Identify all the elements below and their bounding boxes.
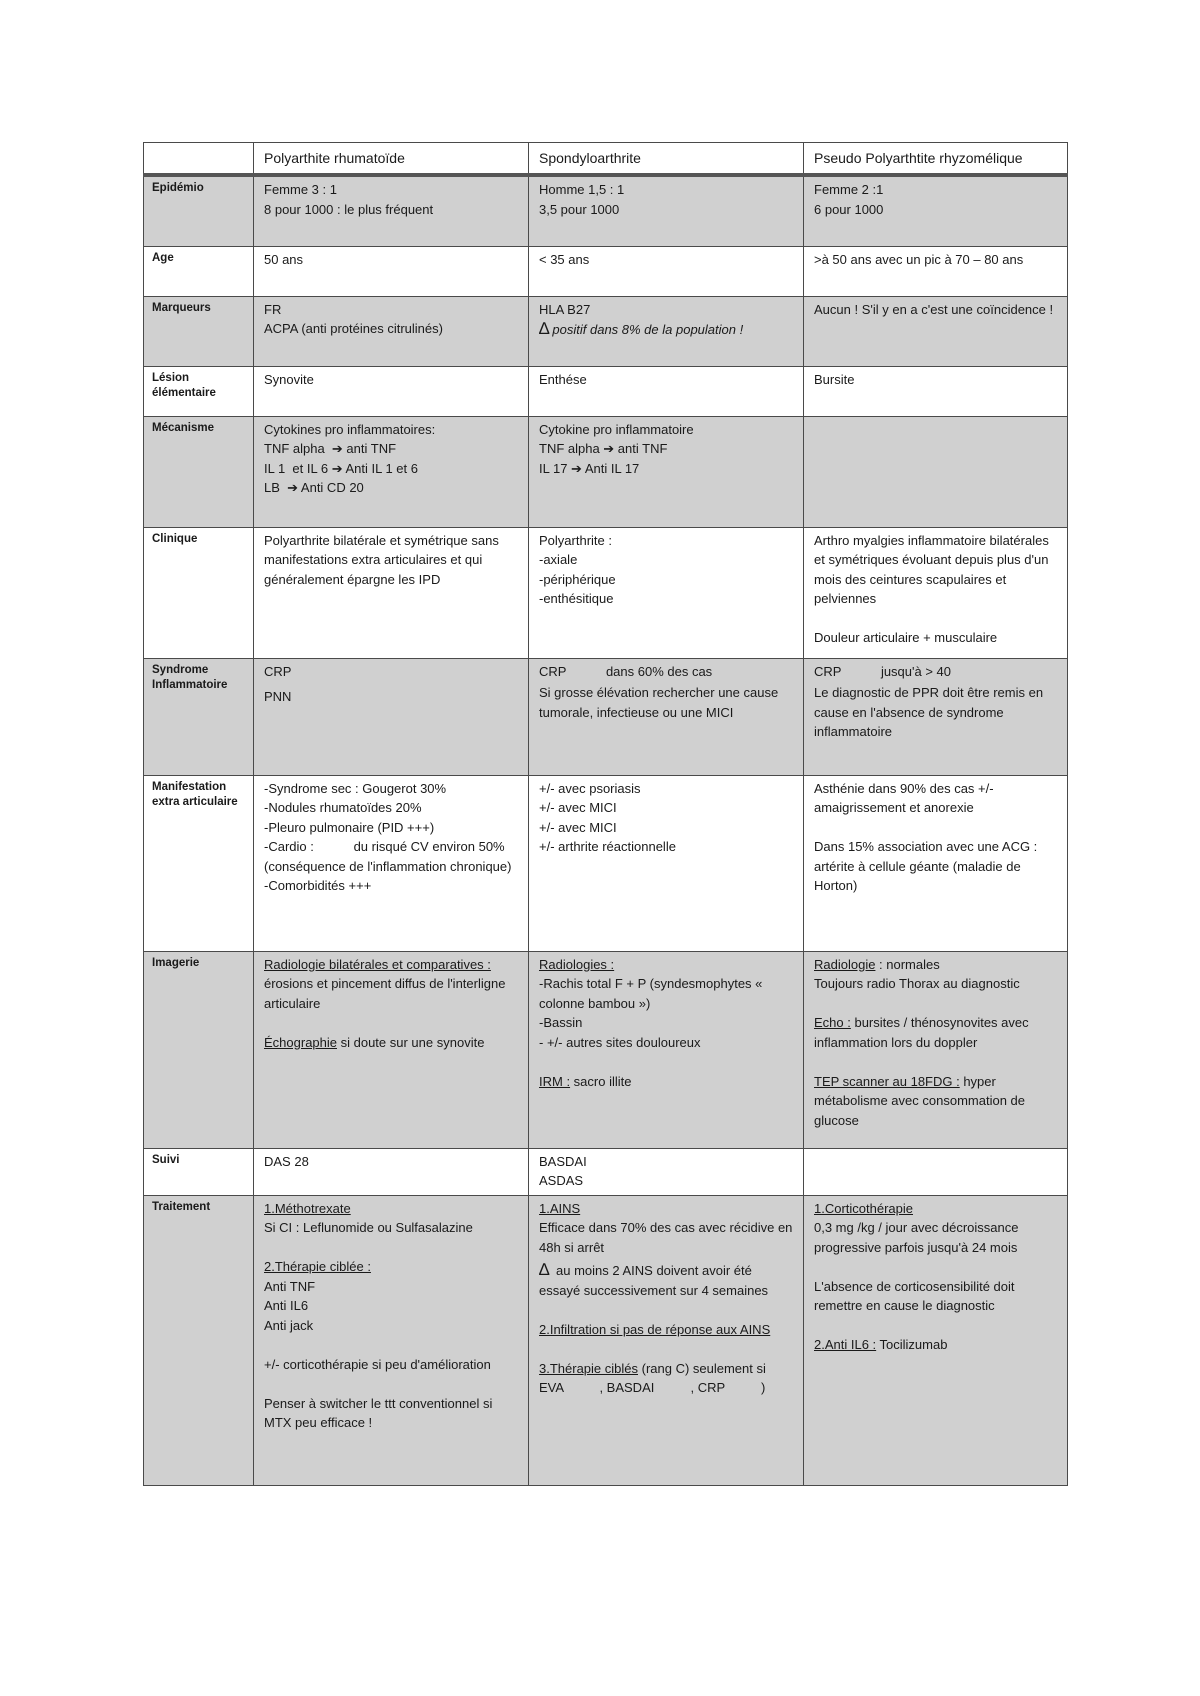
header-row — [144, 143, 1068, 176]
cell-text: Le diagnostic de PPR doit être remis en cause en l'absence de syndrome inflammatoire — [814, 685, 1047, 739]
cell-text: +/- corticothérapie si peu d'amélioration — [264, 1356, 491, 1372]
cell-ppr — [804, 246, 1068, 296]
cell-ppr — [804, 416, 1068, 527]
cell-text: Arthro myalgies inflammatoire bilatérales et symétriques évoluant depuis plus d'un mois des ceintures scapulaires et pelviennes — [814, 532, 1053, 606]
cell-heading: 2.Thérapie ciblée : — [264, 1259, 371, 1274]
cell-text: +/- avec MICI — [539, 800, 617, 815]
cell-text: sacro illite — [570, 1073, 632, 1089]
cell-pr — [254, 951, 529, 1148]
cell-text: L'absence de corticosensibilité doit remettre en cause le diagnostic — [814, 1278, 1019, 1313]
cell-text: DAS 28 — [264, 1153, 309, 1169]
cell-text: Asthénie dans 90% des cas +/- amaigrissement et anorexie — [814, 780, 998, 815]
row-label: Syndrome Inflammatoire — [144, 658, 254, 775]
cell-pr — [254, 366, 529, 416]
cell-heading: IRM : — [539, 1073, 571, 1089]
cell-text: si doute sur une synovite — [337, 1034, 485, 1050]
row-mecanisme — [144, 416, 1068, 527]
row-clinique — [144, 527, 1068, 658]
cell-ppr — [804, 527, 1068, 658]
cell-text: Toujours radio Thorax au diagnostic — [814, 976, 1020, 991]
cell-heading: Echo : — [814, 1015, 851, 1030]
cell-spa — [529, 775, 804, 951]
imaging-radiology-line — [264, 955, 518, 1014]
cell-ppr — [804, 951, 1068, 1148]
delta-warning-icon: ∆ — [539, 1260, 550, 1279]
header-empty-cell — [144, 143, 254, 176]
cell-text: Polyarthrite : — [539, 532, 612, 548]
cell-text: Efficace dans 70% des cas avec récidive en 48h si arrêt — [539, 1220, 797, 1255]
cell-heading: Radiologies : — [539, 956, 615, 972]
cell-heading: 1.AINS — [539, 1200, 581, 1216]
cell-ppr — [804, 1195, 1068, 1485]
cell-pr — [254, 775, 529, 951]
cell-text: Bursite — [814, 371, 855, 387]
cell-text: ACPA (anti protéines citrulinés) — [264, 321, 443, 336]
cell-text: -Rachis total F + P (syndesmophytes « colonne bambou ») — [539, 976, 767, 1011]
cell-text: -enthésitique — [539, 591, 614, 606]
cell-text: (rang C) seulement si EVA , BASDAI , CRP ) — [539, 1360, 770, 1395]
cell-text: Dans 15% association avec une ACG : artérite à cellule géante (maladie de Horton) — [814, 839, 1041, 893]
cell-text: FR — [264, 301, 282, 317]
cell-text: CRP — [264, 663, 292, 679]
cell-text: Anti TNF — [264, 1278, 316, 1294]
cell-heading: 1.Corticothérapie — [814, 1200, 913, 1216]
cell-text: CRP jusqu'à > 40 — [814, 663, 952, 679]
cell-text: IL 17 ➔ Anti IL 17 — [539, 460, 640, 476]
header-polyarthrite: Polyarthite rhumatoïde — [254, 143, 529, 176]
cell-text: PNN — [264, 689, 292, 704]
row-traitement — [144, 1195, 1068, 1485]
cell-spa — [529, 658, 804, 775]
cell-text: ASDAS — [539, 1173, 584, 1188]
cell-text: >à 50 ans avec un pic à 70 – 80 ans — [814, 251, 1024, 267]
imaging-echo-line — [814, 1013, 1057, 1052]
cell-heading: Radiologie bilatérales et comparatives : — [264, 956, 491, 972]
cell-heading: 2.Anti IL6 : — [814, 1337, 877, 1352]
cell-heading: Radiologie — [814, 956, 876, 972]
imaging-echo-line — [264, 1033, 518, 1053]
cell-ppr — [804, 658, 1068, 775]
cell-ppr — [804, 1148, 1068, 1195]
cell-text: Douleur articulaire + musculaire — [814, 630, 998, 645]
cell-ppr — [804, 296, 1068, 366]
row-label: Traitement — [144, 1195, 254, 1485]
cell-spa — [529, 175, 804, 246]
cell-text: HLA B27 — [539, 301, 591, 317]
cell-text: -Bassin — [539, 1015, 583, 1030]
cell-text: CRP dans 60% des cas — [539, 663, 713, 679]
cell-text: +/- avec psoriasis — [539, 780, 641, 796]
cell-heading: 3.Thérapie ciblés — [539, 1360, 638, 1376]
row-label: Manifestation extra articulaire — [144, 775, 254, 951]
cell-ppr — [804, 775, 1068, 951]
row-epidemio — [144, 175, 1068, 246]
cell-spa — [529, 296, 804, 366]
cell-ppr — [804, 175, 1068, 246]
cell-ppr — [804, 366, 1068, 416]
cell-text: érosions et pincement diffus de l'interligne articulaire — [264, 956, 510, 1011]
imaging-tep-line — [814, 1072, 1057, 1131]
cell-text: Homme 1,5 : 1 — [539, 182, 625, 197]
cell-text: Anti jack — [264, 1317, 314, 1333]
row-age — [144, 246, 1068, 296]
cell-text: Tocilizumab — [876, 1337, 948, 1352]
row-label: Epidémio — [144, 175, 254, 246]
cell-pr — [254, 527, 529, 658]
cell-pr — [254, 416, 529, 527]
cell-text: < 35 ans — [539, 251, 590, 267]
cell-text: LB ➔ Anti CD 20 — [264, 480, 364, 495]
cell-text: Aucun ! S'il y en a c'est une coïncidence ! — [814, 301, 1054, 317]
cell-text: positif dans 8% de la population ! — [552, 322, 744, 337]
cell-spa — [529, 1195, 804, 1485]
row-label: Imagerie — [144, 951, 254, 1148]
cell-text: -Pleuro pulmonaire (PID +++) — [264, 819, 435, 835]
cell-text: TNF alpha ➔ anti TNF — [539, 441, 668, 456]
cell-text: Si CI : Leflunomide ou Sulfasalazine — [264, 1220, 473, 1235]
warning-line — [539, 1260, 793, 1300]
cell-heading: 1.Méthotrexate — [264, 1200, 351, 1216]
cell-spa — [529, 527, 804, 658]
cell-text: BASDAI — [539, 1153, 587, 1169]
cell-text: au moins 2 AINS doivent avoir été essayé successivement sur 4 semaines — [539, 1263, 769, 1298]
cell-text: 50 ans — [264, 251, 304, 267]
cell-text: Femme 3 : 1 — [264, 182, 337, 197]
imaging-radiology-line — [814, 955, 1057, 975]
cell-pr — [254, 658, 529, 775]
cell-pr — [254, 296, 529, 366]
cell-text: 8 pour 1000 : le plus fréquent — [264, 201, 434, 217]
cell-text: 0,3 mg /kg / jour avec décroissance progressive parfois jusqu'à 24 mois — [814, 1220, 1023, 1255]
cell-text: hyper métabolisme avec consommation de glucose — [814, 1073, 1029, 1128]
cell-text: 3,5 pour 1000 — [539, 201, 620, 217]
cell-text: Si grosse élévation rechercher une cause tumorale, infectieuse ou une MICI — [539, 685, 782, 720]
row-label: Marqueurs — [144, 296, 254, 366]
row-suivi — [144, 1148, 1068, 1195]
cell-text: -Comorbidités +++ — [264, 878, 372, 893]
row-label: Lésion élémentaire — [144, 366, 254, 416]
delta-warning-icon: ∆ — [539, 319, 550, 338]
cell-pr — [254, 1195, 529, 1485]
warning-line — [539, 319, 793, 340]
cell-text: 6 pour 1000 — [814, 201, 884, 217]
cell-pr — [254, 175, 529, 246]
cell-text: -axiale — [539, 552, 578, 567]
cell-text: +/- arthrite réactionnelle — [539, 839, 676, 854]
cell-text: TNF alpha ➔ anti TNF — [264, 441, 397, 456]
targeted-therapy-line — [539, 1359, 793, 1398]
cell-text: - +/- autres sites douloureux — [539, 1034, 701, 1050]
cell-text: bursites / thénosynovites avec inflammation lors du doppler — [814, 1015, 1033, 1050]
row-label: Suivi — [144, 1148, 254, 1195]
cell-heading: TEP scanner au 18FDG : — [814, 1073, 960, 1089]
cell-text: Cytokines pro inflammatoires: — [264, 421, 436, 437]
row-syndrome-inflammatoire — [144, 658, 1068, 775]
row-label: Mécanisme — [144, 416, 254, 527]
cell-text: Anti IL6 — [264, 1298, 309, 1313]
cell-text: Synovite — [264, 371, 314, 387]
cell-text: +/- avec MICI — [539, 819, 617, 835]
cell-text: -périphérique — [539, 571, 616, 587]
row-label: Clinique — [144, 527, 254, 658]
imaging-irm-line — [539, 1072, 793, 1092]
row-imagerie — [144, 951, 1068, 1148]
cell-spa — [529, 416, 804, 527]
row-manifestation-extra-articulaire — [144, 775, 1068, 951]
row-label: Age — [144, 246, 254, 296]
cell-text: Enthése — [539, 371, 587, 387]
header-spondyloarthrite: Spondyloarthrite — [529, 143, 804, 176]
cell-text: Penser à switcher le ttt conventionnel si MTX peu efficace ! — [264, 1395, 496, 1430]
comparison-table — [143, 142, 1068, 1486]
cell-heading: Échographie — [264, 1034, 337, 1050]
cell-text: -Syndrome sec : Gougerot 30% — [264, 780, 447, 796]
cell-text: Cytokine pro inflammatoire — [539, 421, 694, 437]
cell-text: IL 1 et IL 6 ➔ Anti IL 1 et 6 — [264, 460, 418, 476]
cell-heading: 2.Infiltration si pas de réponse aux AINS — [539, 1321, 771, 1337]
row-marqueurs — [144, 296, 1068, 366]
cell-spa — [529, 951, 804, 1148]
row-lesion — [144, 366, 1068, 416]
anti-il6-line — [814, 1335, 1057, 1355]
cell-spa — [529, 366, 804, 416]
cell-text: -Nodules rhumatoïdes 20% — [264, 800, 422, 815]
cell-text: -Cardio : du risqué CV environ 50% (conséquence de l'inflammation chronique) — [264, 839, 512, 874]
cell-text: Polyarthrite bilatérale et symétrique sans manifestations extra articulaires et qui généralement épargne les IPD — [264, 532, 503, 587]
header-ppr: Pseudo Polyarthtite rhyzomélique — [804, 143, 1068, 176]
cell-pr — [254, 1148, 529, 1195]
cell-spa — [529, 246, 804, 296]
cell-spa — [529, 1148, 804, 1195]
cell-pr — [254, 246, 529, 296]
cell-text: : normales — [875, 956, 940, 972]
cell-text: Femme 2 :1 — [814, 182, 884, 197]
